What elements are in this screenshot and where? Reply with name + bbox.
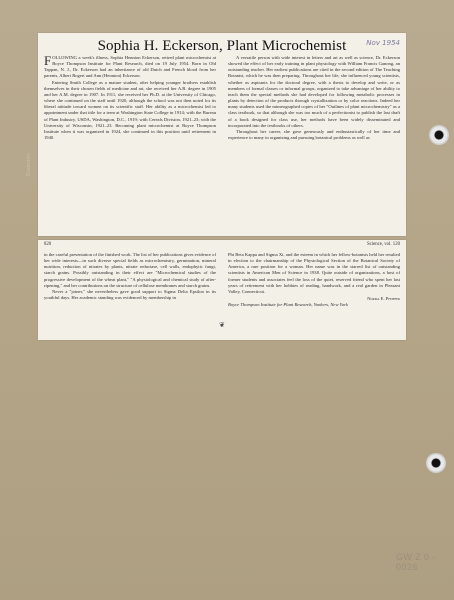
running-head [44, 242, 400, 247]
pencil-note: Eckerson [26, 153, 32, 176]
column-4 [228, 252, 400, 308]
column-2 [228, 55, 400, 141]
journal-name: Science, vol. 120 [366, 242, 400, 247]
paragraph: Entering Smith College as a mature student, after helping younger brothers establish themselves in their chosen fields of medicine and art, she received her A.B. degree in 1905 and her A.M. degree in 1907. In 1911, she received her Ph.D. at the University of Chicago, where she continued on the staff until 1920, although the school was not then noted for its liberal attitude toward women on its scientific staff. Her ability as a microchemist led to appointment under that title for a term at Washington State College in 1914; with the Bureau of Plant Industry, USDA, Washington, D.C., 1919; with Cereals Division, 1921–23; with the University of Wisconsin, 1921–23. Becoming plant microchemist at Boyce Thompson Institute when it was organized in 1924, she continued in this position until retirement in 1940. [44, 79, 216, 141]
paragraph: Throughout her career, she gave generously and enthusiastically of her time and experience to many in organizing and pursuing botanical problems as well as [228, 128, 400, 141]
author-signature: Norma E. Pfeiffer [367, 296, 400, 302]
paragraph [44, 55, 216, 80]
paragraph-text: OLLOWING a week's illness, Sophia Hennion Eckerson, retired plant microchemist at Boyce Thompson Institute for Plant Research, died on 19 July 1954. Born in Old Tappan, N. J., Dr. Eckerson had an inheritance of old Dutch and French blood from her parents, Albert Bogert and Ann (Hennion) Eckerson. [44, 55, 216, 79]
ornament-icon: ❦ [219, 321, 225, 329]
paragraph: Never a "joiner," she nevertheless gave good support to Sigma Delta Epsilon in its youthful days. Her academic standing was evidenced by membership in [44, 288, 216, 301]
column-3 [44, 252, 216, 301]
catalog-number: GW Z 0 - 0026 [396, 552, 436, 572]
binder-hole-icon [426, 453, 446, 473]
page-number: 820 [44, 242, 52, 247]
dropcap: F [44, 53, 52, 68]
paragraph: Phi Beta Kappa and Sigma Xi, and the esteem in which her fellow-botanists held her resulted in election to the chairmanship of the Physiological Section of the Botanical Society of America, a rare position for a woman. Her name was in the starred list of outstanding scientists in American Men of Science in 1938. Quite outside of organizations, a host of former students and associates feel the loss of the quiet, reserved friend who spent her last years of retirement with her hobbies of reading, handwork, and a real garden in Pleasant Valley, Connecticut. [228, 252, 400, 294]
binder-hole-icon [429, 125, 449, 145]
article-title: Sophia H. Eckerson, Plant Microchemist [97, 38, 347, 54]
paragraph: A versatile person with wide interest in letters and art as well as science, Dr. Eckerson showed the effect of her early training in plant physiology with William Francis Ganong, an outstanding teacher. Her earliest publications are cited in the second edition of The Teaching Botanist, which he was then preparing. Throughout her life, she influenced young scientists, whether as aspirants for the doctoral degree, with a thesis to develop and write, or as members of formal classes or informal groups, organized to take advantage of her ability to teach them the special methods she had developed for following metabolic processes in plants by detection of the products through crystallization or by color reactions. Indeed her many students used the mimeographed copies of her "Outlines of plant microchemistry" as a class textbook, so that although she was too much of a perfectionist to publish the last draft of a book designed for class use, her methods have been widely disseminated and incorporated into the textbooks of others. [228, 55, 400, 128]
author-affiliation: Boyce Thompson Institute for Plant Research, Yonkers, New York [228, 302, 348, 308]
handwritten-note: Nov 1954 [366, 39, 400, 47]
paragraph: in the careful presentation of the finished work. The list of her publications gives evidence of her wide interests—in such diverse special fields as microchemistry, germination, mineral nutrition, reduction of nitrates by plants, nitrate reductase, cell walls, endophytic fungi, starch grains. Possibly outstanding in their effect are "Microchemical studies of the progressive development of the wheat plant," "A physiological and chemical study of after-ripening," and her contributions on the structure of cellulose membranes and starch grains. [44, 252, 216, 288]
column-1 [44, 55, 216, 141]
clipping-bottom [38, 240, 406, 340]
clipping-top [38, 33, 406, 236]
